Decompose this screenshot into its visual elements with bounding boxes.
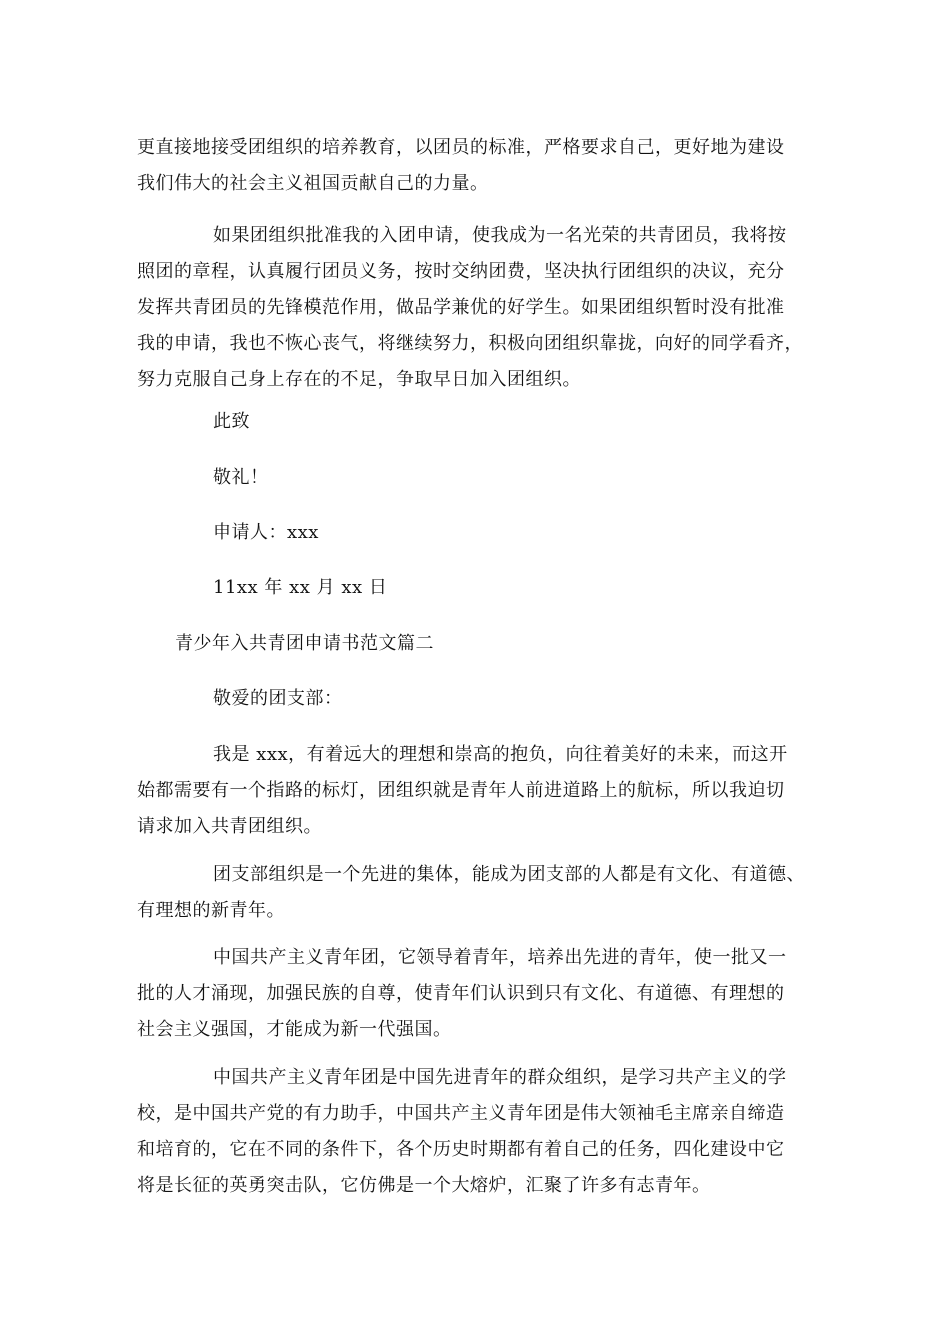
text-line: 批的人才涌现，加强民族的自尊，使青年们认识到只有文化、有道德、有理想的 xyxy=(137,983,785,1004)
text-line: 敬礼！ xyxy=(213,467,269,488)
paragraph-league-history xyxy=(137,1060,817,1204)
text-line: 敬爱的团支部： xyxy=(213,688,343,709)
paragraph-introduction xyxy=(137,737,817,845)
text-line: 社会主义强国，才能成为新一代强国。 xyxy=(137,1019,452,1040)
paragraph-commitment xyxy=(137,218,817,398)
section-heading xyxy=(137,626,817,662)
paragraph-continuation xyxy=(137,130,817,202)
text-line: 11xx 年 xx 月 xx 日 xyxy=(213,577,388,598)
applicant-signature xyxy=(137,515,817,551)
text-line: 始都需要有一个指路的标灯，团组织就是青年人前进道路上的航标，所以我迫切 xyxy=(137,780,785,801)
text-line: 和培育的，它在不同的条件下，各个历史时期都有着自己的任务，四化建设中它 xyxy=(137,1139,785,1160)
text-line: 校，是中国共产党的有力助手，中国共产主义青年团是伟大领袖毛主席亲自缔造 xyxy=(137,1103,785,1124)
text-line: 更直接地接受团组织的培养教育，以团员的标准，严格要求自己，更好地为建设 xyxy=(137,137,785,158)
text-line: 将是长征的英勇突击队，它仿佛是一个大熔炉，汇聚了许多有志青年。 xyxy=(137,1175,711,1196)
text-line: 中国共产主义青年团，它领导着青年，培养出先进的青年，使一批又一 xyxy=(213,947,787,968)
text-line: 发挥共青团员的先锋模范作用，做品学兼优的好学生。如果团组织暂时没有批准 xyxy=(137,297,785,318)
closing-regards xyxy=(137,460,817,496)
text-line: 我的申请，我也不恢心丧气，将继续努力，积极向团组织靠拢，向好的同学看齐， xyxy=(137,333,803,354)
text-line: 请求加入共青团组织。 xyxy=(137,816,322,837)
paragraph-branch xyxy=(137,857,817,929)
text-line: 照团的章程，认真履行团员义务，按时交纳团费，坚决执行团组织的决议，充分 xyxy=(137,261,785,282)
text-line: 努力克服自己身上存在的不足，争取早日加入团组织。 xyxy=(137,369,581,390)
text-line: 申请人：xxx xyxy=(213,522,319,543)
paragraph-league-role xyxy=(137,940,817,1048)
text-line: 中国共产主义青年团是中国先进青年的群众组织，是学习共产主义的学 xyxy=(213,1067,787,1088)
closing-salutation xyxy=(137,404,817,440)
greeting xyxy=(137,681,817,717)
text-line: 有理想的新青年。 xyxy=(137,900,285,921)
text-line: 我们伟大的社会主义祖国贡献自己的力量。 xyxy=(137,173,489,194)
text-line: 此致 xyxy=(213,411,250,432)
application-date xyxy=(137,570,817,606)
text-line: 团支部组织是一个先进的集体，能成为团支部的人都是有文化、有道德、 xyxy=(213,864,805,885)
text-line: 如果团组织批准我的入团申请，使我成为一名光荣的共青团员，我将按 xyxy=(213,225,787,246)
text-line: 我是 xxx，有着远大的理想和崇高的抱负，向往着美好的未来，而这开 xyxy=(213,744,788,765)
text-line: 青少年入共青团申请书范文篇二 xyxy=(175,633,434,654)
